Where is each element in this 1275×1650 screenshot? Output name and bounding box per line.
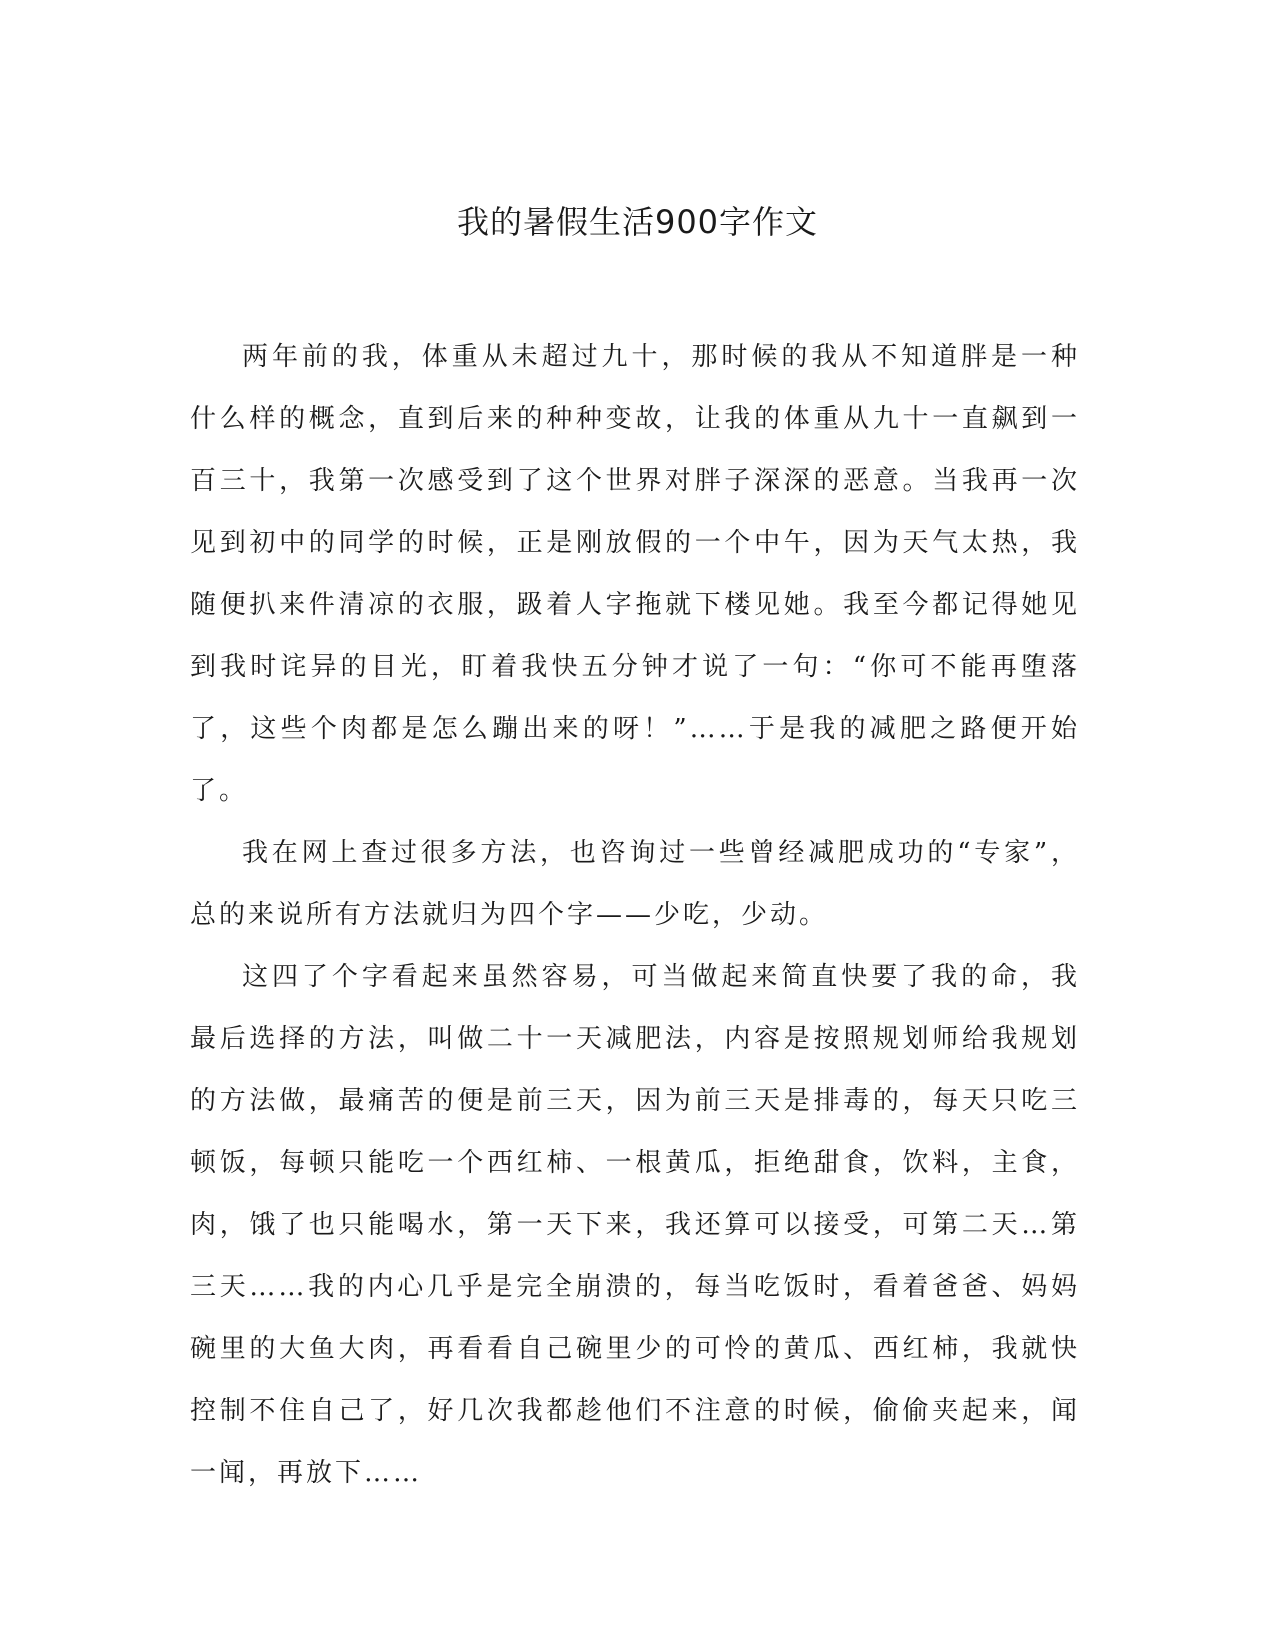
paragraph-2: 我在网上查过很多方法，也咨询过一些曾经减肥成功的“专家”，总的来说所有方法就归为四个字——少吃，少动。	[190, 838, 1080, 930]
paragraph-1: 两年前的我，体重从未超过九十，那时候的我从不知道胖是一种什么样的概念，直到后来的种种变故，让我的体重从九十一直飙到一百三十，我第一次感受到了这个世界对胖子深深的恶意。当我再一次见到初中的同学的时候，正是刚放假的一个中午，因为天气太热，我随便扒来件清凉的衣服，趿着人字拖就下楼见她。我至今都记得她见到我时诧异的目光，盯着我快五分钟才说了一句：“你可不能再堕落了，这些个肉都是怎么蹦出来的呀！”……于是我的减肥之路便开始了。	[190, 342, 1080, 806]
paragraph-3: 这四了个字看起来虽然容易，可当做起来简直快要了我的命，我最后选择的方法，叫做二十一天减肥法，内容是按照规划师给我规划的方法做，最痛苦的便是前三天，因为前三天是排毒的，每天只吃三顿饭，每顿只能吃一个西红柿、一根黄瓜，拒绝甜食，饮料，主食，肉，饿了也只能喝水，第一天下来，我还算可以接受，可第二天…第三天……我的内心几乎是完全崩溃的，每当吃饭时，看着爸爸、妈妈碗里的大鱼大肉，再看看自己碗里少的可怜的黄瓜、西红柿，我就快控制不住自己了，好几次我都趁他们不注意的时候，偷偷夹起来，闻一闻，再放下……	[190, 962, 1080, 1488]
document-body	[190, 326, 1080, 1504]
document-title: 我的暑假生活900字作文	[456, 203, 819, 241]
